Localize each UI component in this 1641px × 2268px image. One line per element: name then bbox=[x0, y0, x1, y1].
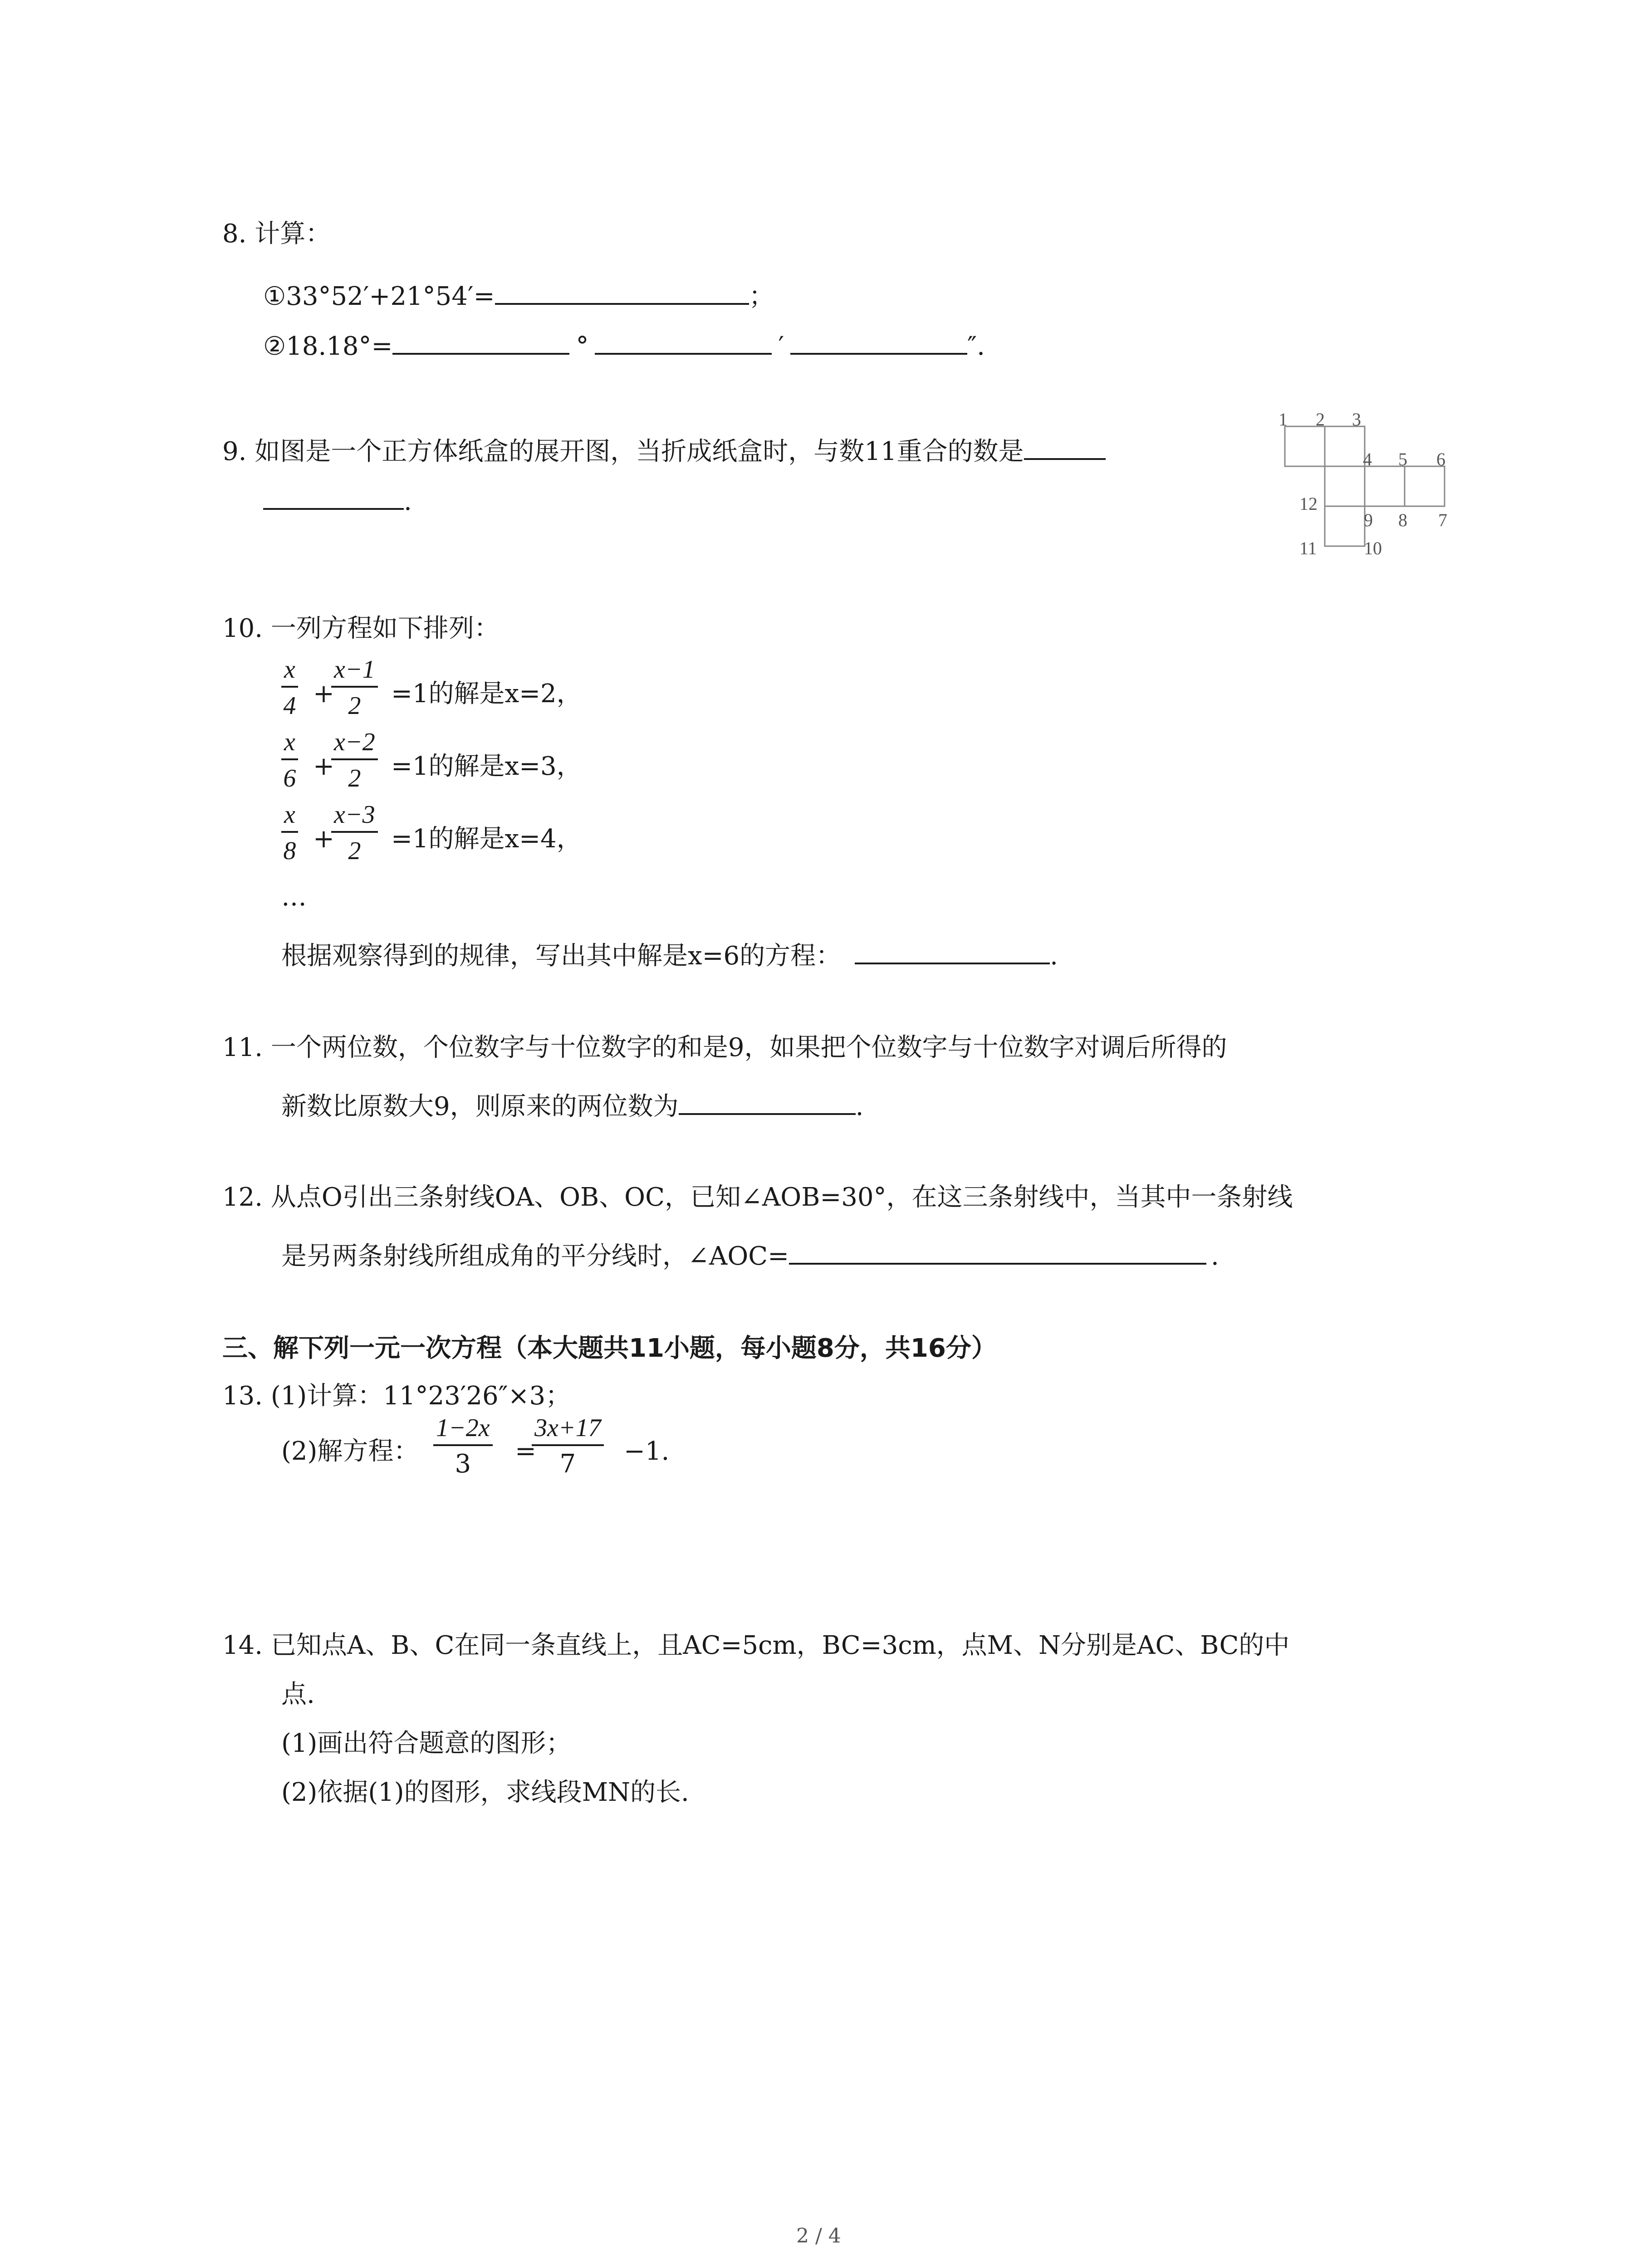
section-heading: 三、解下列一元一次方程（本大题共11小题，每小题8分，共16分） bbox=[222, 1334, 997, 1363]
answer-blank-minutes[interactable] bbox=[595, 325, 772, 355]
fraction-denominator: 7 bbox=[559, 1449, 576, 1479]
minute-mark: ′ bbox=[778, 332, 784, 361]
net-label: 7 bbox=[1438, 510, 1447, 530]
equation-rest: =1的解是x=2， bbox=[391, 679, 582, 709]
q12-text: 是另两条射线所组成角的平分线时，∠AOC= bbox=[281, 1242, 789, 1271]
plus-sign: + bbox=[313, 824, 334, 854]
second-mark: ″. bbox=[967, 332, 985, 361]
equation-rest: =1的解是x=3， bbox=[391, 752, 582, 781]
net-label: 6 bbox=[1436, 449, 1445, 469]
fraction-numerator: 1−2x bbox=[433, 1415, 493, 1446]
cube-net-squares bbox=[1285, 426, 1445, 546]
net-label: 5 bbox=[1398, 449, 1407, 469]
q12-line1: 12. 从点O引出三条射线OA、OB、OC，已知∠AOB=30°，在这三条射线中，当其中一条射线 bbox=[222, 1183, 1293, 1212]
answer-blank[interactable] bbox=[1024, 430, 1106, 460]
net-label: 12 bbox=[1299, 494, 1318, 514]
fraction bbox=[532, 1415, 604, 1477]
equals-sign: = bbox=[515, 1437, 536, 1466]
fraction-numerator: x−2 bbox=[331, 729, 378, 760]
ellipsis: … bbox=[281, 882, 307, 912]
q9-end: . bbox=[404, 487, 412, 516]
page-number: 2 / 4 bbox=[796, 2224, 841, 2248]
net-square bbox=[1325, 506, 1365, 546]
answer-blank[interactable] bbox=[789, 1235, 1206, 1265]
equation-tail: −1. bbox=[624, 1437, 670, 1466]
fraction-numerator: x bbox=[281, 729, 298, 760]
fraction bbox=[281, 729, 298, 791]
net-label: 10 bbox=[1364, 538, 1382, 558]
q11-line2 bbox=[281, 1085, 863, 1119]
q13-line1: 13. (1)计算：11°23′26″×3； bbox=[222, 1381, 571, 1411]
answer-blank[interactable] bbox=[855, 934, 1050, 964]
answer-blank[interactable] bbox=[495, 275, 749, 305]
q14-line4: (2)依据(1)的图形，求线段MN的长. bbox=[281, 1778, 689, 1807]
fraction-numerator: x bbox=[281, 657, 298, 688]
fraction-numerator: x bbox=[281, 802, 298, 833]
net-label: 11 bbox=[1299, 538, 1317, 558]
q11-line1: 11. 一个两位数，个位数字与十位数字的和是9，如果把个位数字与十位数字对调后所得的 bbox=[222, 1033, 1227, 1062]
q14-line1: 14. 已知点A、B、C在同一条直线上，且AC=5cm，BC=3cm，点M、N分别是AC、BC的中 bbox=[222, 1631, 1290, 1660]
answer-blank-degrees[interactable] bbox=[392, 325, 569, 355]
q10-end: . bbox=[1050, 941, 1058, 971]
fraction bbox=[281, 657, 298, 719]
q10-question bbox=[281, 934, 1058, 969]
fraction bbox=[331, 729, 378, 791]
fraction-denominator: 3 bbox=[455, 1449, 471, 1479]
q9-text: 9. 如图是一个正方体纸盒的展开图，当折成纸盒时，与数11重合的数是 bbox=[222, 437, 1024, 466]
net-label: 1 bbox=[1279, 409, 1288, 430]
answer-blank-continued[interactable] bbox=[263, 480, 404, 510]
net-square bbox=[1285, 426, 1325, 466]
fraction-denominator: 6 bbox=[283, 764, 296, 792]
answer-blank-seconds[interactable] bbox=[790, 325, 967, 355]
equation-rest: =1的解是x=4， bbox=[391, 824, 582, 854]
fraction-numerator: 3x+17 bbox=[532, 1415, 604, 1446]
q13-line2-label: (2)解方程： bbox=[281, 1437, 419, 1466]
net-label: 3 bbox=[1352, 409, 1361, 430]
net-label: 9 bbox=[1364, 510, 1373, 530]
q10-title: 10. 一列方程如下排列： bbox=[222, 614, 500, 643]
q11-end: . bbox=[855, 1092, 864, 1121]
q12-line2 bbox=[281, 1235, 1219, 1269]
fraction bbox=[281, 802, 298, 864]
q9-line2 bbox=[263, 480, 412, 514]
q8-item1-expr: ①33°52′+21°54′= bbox=[263, 282, 495, 311]
q8-item2 bbox=[263, 325, 985, 359]
net-square bbox=[1405, 466, 1445, 506]
q8-item1 bbox=[263, 275, 774, 309]
net-label: 4 bbox=[1363, 449, 1372, 469]
q8-item1-end: ； bbox=[749, 282, 774, 311]
fraction-denominator: 8 bbox=[283, 837, 296, 865]
plus-sign: + bbox=[313, 752, 334, 781]
q8-item2-expr: ②18.18°= bbox=[263, 332, 393, 361]
net-square bbox=[1325, 466, 1365, 506]
fraction-denominator: 2 bbox=[348, 837, 361, 865]
net-square bbox=[1365, 466, 1405, 506]
fraction bbox=[331, 657, 378, 719]
degree-mark: ° bbox=[576, 332, 589, 361]
fraction-denominator: 2 bbox=[348, 692, 361, 720]
fraction-denominator: 2 bbox=[348, 764, 361, 792]
net-square bbox=[1325, 426, 1365, 466]
q10-question-text: 根据观察得到的规律，写出其中解是x=6的方程： bbox=[281, 941, 842, 971]
q12-end: . bbox=[1211, 1242, 1219, 1271]
net-label: 8 bbox=[1398, 510, 1407, 530]
q14-line3: (1)画出符合题意的图形； bbox=[281, 1729, 572, 1758]
fraction-numerator: x−1 bbox=[331, 657, 378, 688]
fraction bbox=[433, 1415, 493, 1477]
plus-sign: + bbox=[313, 679, 334, 709]
q11-text: 新数比原数大9，则原来的两位数为 bbox=[281, 1092, 679, 1121]
answer-blank[interactable] bbox=[679, 1085, 856, 1115]
q8-title: 8. 计算： bbox=[222, 219, 331, 249]
q9-line1 bbox=[222, 430, 1106, 464]
fraction-denominator: 4 bbox=[283, 692, 296, 720]
q14-line2: 点. bbox=[281, 1680, 315, 1709]
net-label: 2 bbox=[1316, 409, 1325, 430]
fraction-numerator: x−3 bbox=[331, 802, 378, 833]
fraction bbox=[331, 802, 378, 864]
